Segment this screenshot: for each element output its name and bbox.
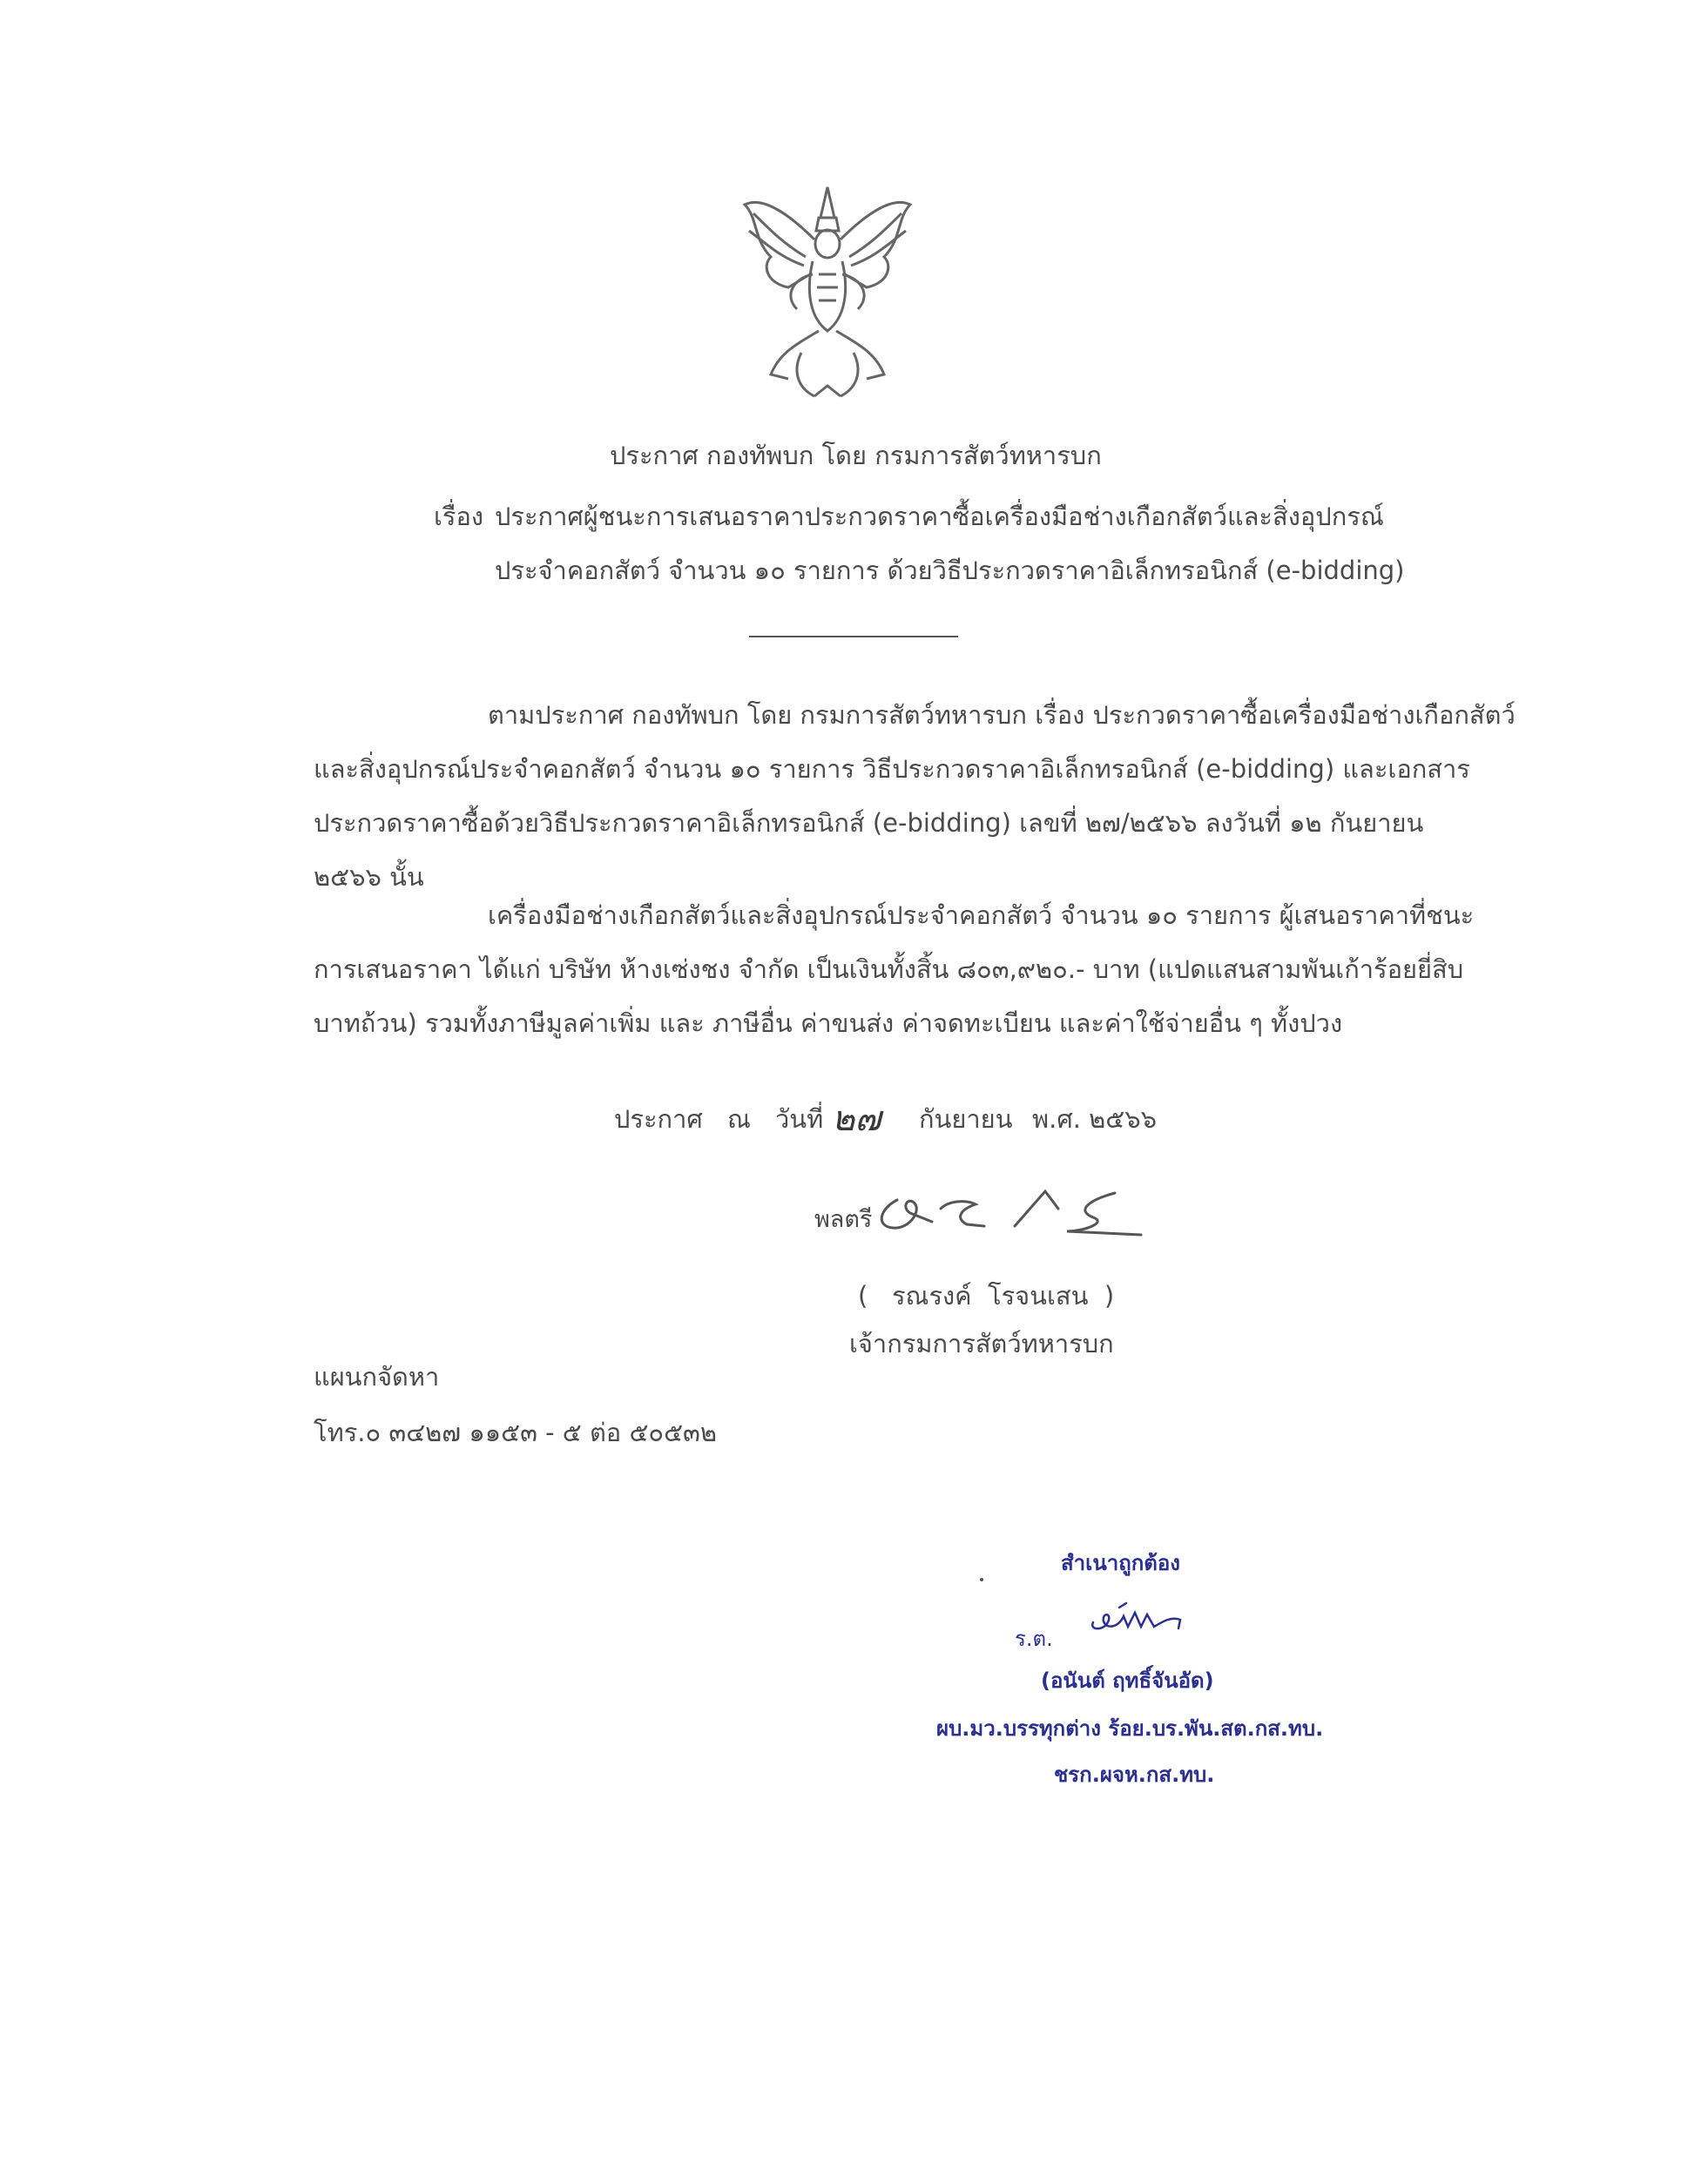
certifier-acting-position: ชรก.ผจห.กส.ทบ. [1054, 1763, 1215, 1787]
signer-title: เจ้ากรมการสัตว์ทหารบก [849, 1329, 1114, 1358]
certifier-signature [1084, 1601, 1198, 1635]
certifier-position: ผบ.มว.บรรทุกต่าง ร้อย.บร.พัน.สต.กส.ทบ. [936, 1716, 1324, 1741]
date-label: ประกาศ [614, 1104, 703, 1134]
subject-label: เรื่อง [434, 502, 484, 531]
para1-line: ประกวดราคาซื้อด้วยวิธีประกวดราคาอิเล็กทรอนิกส์ (e-bidding) เลขที่ ๒๗/๒๕๖๖ ลงวันที่ ๑๒ กันยายน [314, 808, 1424, 838]
para2-line: การเสนอราคา ได้แก่ บริษัท ห้างเซ่งชง จำกัด เป็นเงินทั้งสิ้น ๘๐๓,๙๒๐.- บาท (แปดแสนสามพันเก้าร้อยยี่สิบ [314, 954, 1464, 984]
ink-dot [980, 1578, 983, 1581]
date-at: ณ [727, 1104, 751, 1134]
para1-line: ตามประกาศ กองทัพบก โดย กรมการสัตว์ทหารบก เรื่อง ประกวดราคาซื้อเครื่องมือช่างเกือกสัตว์ [488, 700, 1516, 730]
date-month: กันยายน [919, 1104, 1013, 1134]
certifier-rank: ร.ต. [1015, 1627, 1053, 1651]
contact-department: แผนกจัดหา [314, 1362, 440, 1392]
signer-name: ( รณรงค์ โรจนเสน ) [858, 1281, 1115, 1311]
header-divider [749, 636, 958, 637]
subject-line-1: ประกาศผู้ชนะการเสนอราคาประกวดราคาซื้อเครื่องมือช่างเกือกสัตว์และสิ่งอุปกรณ์ [495, 502, 1384, 531]
para2-line: บาทถ้วน) รวมทั้งภาษีมูลค่าเพิ่ม และ ภาษีอื่น ค่าขนส่ง ค่าจดทะเบียน และค่าใช้จ่ายอื่น ๆ ทั้งปวง [314, 1008, 1343, 1038]
certified-copy-heading: สำเนาถูกต้อง [1061, 1551, 1180, 1575]
date-year: พ.ศ. ๒๕๖๖ [1032, 1104, 1158, 1134]
certifier-name: (อนันต์ ฤทธิ์จันอัด) [1041, 1668, 1214, 1693]
para1-line: ๒๕๖๖ นั้น [314, 862, 424, 892]
date-day: ๒๗ [832, 1099, 881, 1139]
contact-phone: โทร.๐ ๓๔๒๗ ๑๑๕๓ - ๕ ต่อ ๕๐๕๓๒ [314, 1418, 717, 1447]
subject-line-2: ประจำคอกสัตว์ จำนวน ๑๐ รายการ ด้วยวิธีประกวดราคาอิเล็กทรอนิกส์ (e-bidding) [495, 556, 1405, 585]
date-day-label: วันที่ [775, 1104, 824, 1134]
para2-line: เครื่องมือช่างเกือกสัตว์และสิ่งอุปกรณ์ประจำคอกสัตว์ จำนวน ๑๐ รายการ ผู้เสนอราคาที่ชนะ [488, 900, 1475, 930]
garuda-emblem-icon [736, 179, 919, 405]
signer-rank: พลตรี [814, 1206, 873, 1233]
handwritten-signature [871, 1174, 1158, 1244]
header-line-1: ประกาศ กองทัพบก โดย กรมการสัตว์ทหารบก [610, 441, 1102, 470]
para1-line: และสิ่งอุปกรณ์ประจำคอกสัตว์ จำนวน ๑๐ รายการ วิธีประกวดราคาอิเล็กทรอนิกส์ (e-bidding) และเอกสาร [314, 754, 1470, 784]
